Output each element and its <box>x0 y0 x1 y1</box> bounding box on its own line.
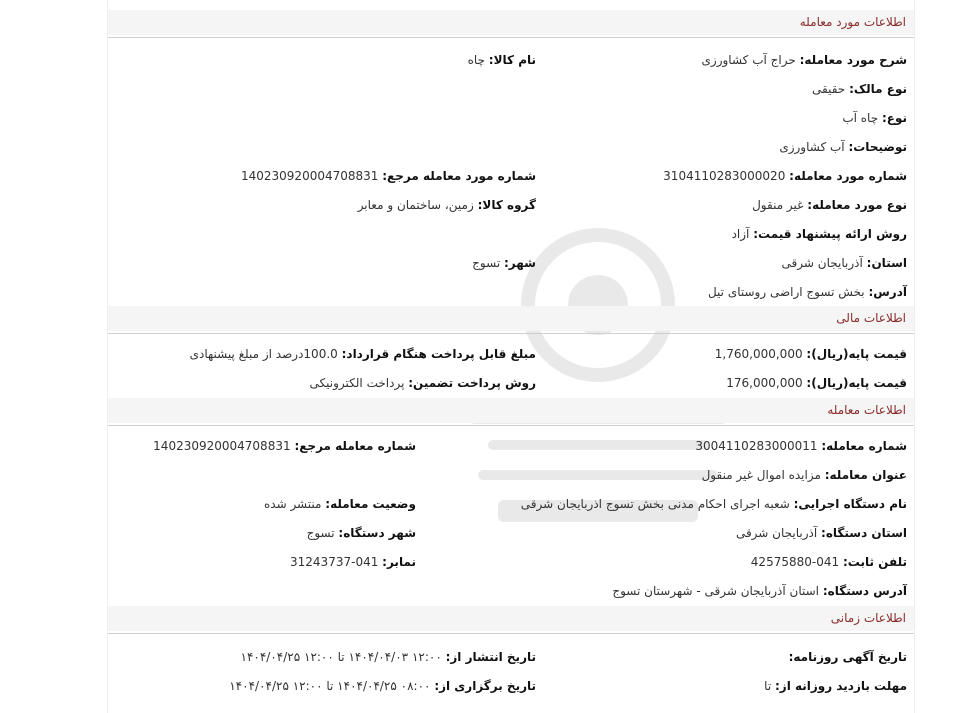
field-publish-date: تاریخ انتشار از: ۱۲:۰۰ ۱۴۰۴/۰۴/۰۳ تا ۱۲:۰۰ ۱۴۰۴/۰۴/۲۵ <box>240 650 536 664</box>
field-city: شهر: تسوج <box>472 256 536 270</box>
divider <box>108 425 914 426</box>
field-newspaper-date: تاریخ آگهی روزنامه: <box>788 650 907 664</box>
section-title: اطلاعات زمانی <box>830 611 906 625</box>
field-holding-date: تاریخ برگزاری از: ۰۸:۰۰ ۱۴۰۴/۰۴/۲۵ تا ۱۲:۰۰ ۱۴۰۴/۰۴/۲۵ <box>229 679 536 693</box>
field-guarantee-method: روش پرداخت تضمین: پرداخت الکترونیکی <box>309 376 536 390</box>
deal-panel <box>107 0 915 713</box>
field-fax: نمابر: 041-31243737 <box>290 555 416 569</box>
field-transaction-reference: شماره معامله مرجع: 140230920004708831 <box>153 439 416 453</box>
field-reference-number: شماره مورد معامله مرجع: 140230920004708831 <box>240 169 536 183</box>
field-province: استان: آذربایجان شرقی <box>781 256 907 270</box>
field-phone: تلفن ثابت: 041-42575880 <box>750 555 907 569</box>
field-bid-method: روش ارائه پیشنهاد قیمت: آزاد <box>731 227 907 241</box>
section-header-deal <box>108 10 914 35</box>
field-deal-kind: نوع مورد معامله: غیر منقول <box>752 198 907 212</box>
divider <box>108 333 914 334</box>
field-type: نوع: چاه آب <box>842 111 907 125</box>
field-executive-agency: نام دستگاه اجرایی: شعبه اجرای احکام مدنی بخش تسوج اذربایجان شرقی <box>520 497 907 511</box>
section-title: اطلاعات مورد معامله <box>799 15 906 29</box>
field-owner-type: نوع مالک: حقیقی <box>812 82 907 96</box>
field-deal-description: شرح مورد معامله: حراج آب کشاورزی <box>701 53 907 67</box>
field-transaction-status: وضعیت معامله: منتشر شده <box>263 497 416 511</box>
field-payable-amount: مبلغ قابل پرداخت هنگام قرارداد: 100.0درصد از مبلغ پیشنهادی <box>189 347 536 361</box>
section-header-time <box>108 606 914 631</box>
field-agency-province: استان دستگاه: آذربایجان شرقی <box>735 526 907 540</box>
field-agency-city: شهر دستگاه: تسوج <box>306 526 416 540</box>
field-transaction-number: شماره معامله: 3004110283000011 <box>695 439 907 453</box>
field-base-price-2: قیمت پایه(ریال): 176,000,000 <box>726 376 907 390</box>
field-daily-visit: مهلت بازدید روزانه از: تا <box>764 679 907 693</box>
field-item-group: گروه کالا: زمین، ساختمان و معابر <box>357 198 536 212</box>
divider <box>108 37 914 38</box>
field-agency-address: آدرس دستگاه: استان آذربایجان شرقی - شهرستان تسوج <box>612 584 907 598</box>
field-address: آدرس: بخش تسوج اراضی روستای تیل <box>707 285 907 299</box>
field-item-name: نام کالا: چاه <box>467 53 536 67</box>
field-deal-number: شماره مورد معامله: 3104110283000020 <box>663 169 907 183</box>
section-header-financial <box>108 306 914 331</box>
field-base-price: قیمت پایه(ریال): 1,760,000,000 <box>714 347 907 361</box>
section-title: اطلاعات مالی <box>836 311 906 325</box>
field-transaction-title: عنوان معامله: مزایده اموال غیر منقول <box>701 468 907 482</box>
section-title: اطلاعات معامله <box>827 403 906 417</box>
divider <box>108 633 914 634</box>
field-notes: توضیحات: آب کشاورزی <box>779 140 907 154</box>
section-header-transaction <box>108 398 914 423</box>
